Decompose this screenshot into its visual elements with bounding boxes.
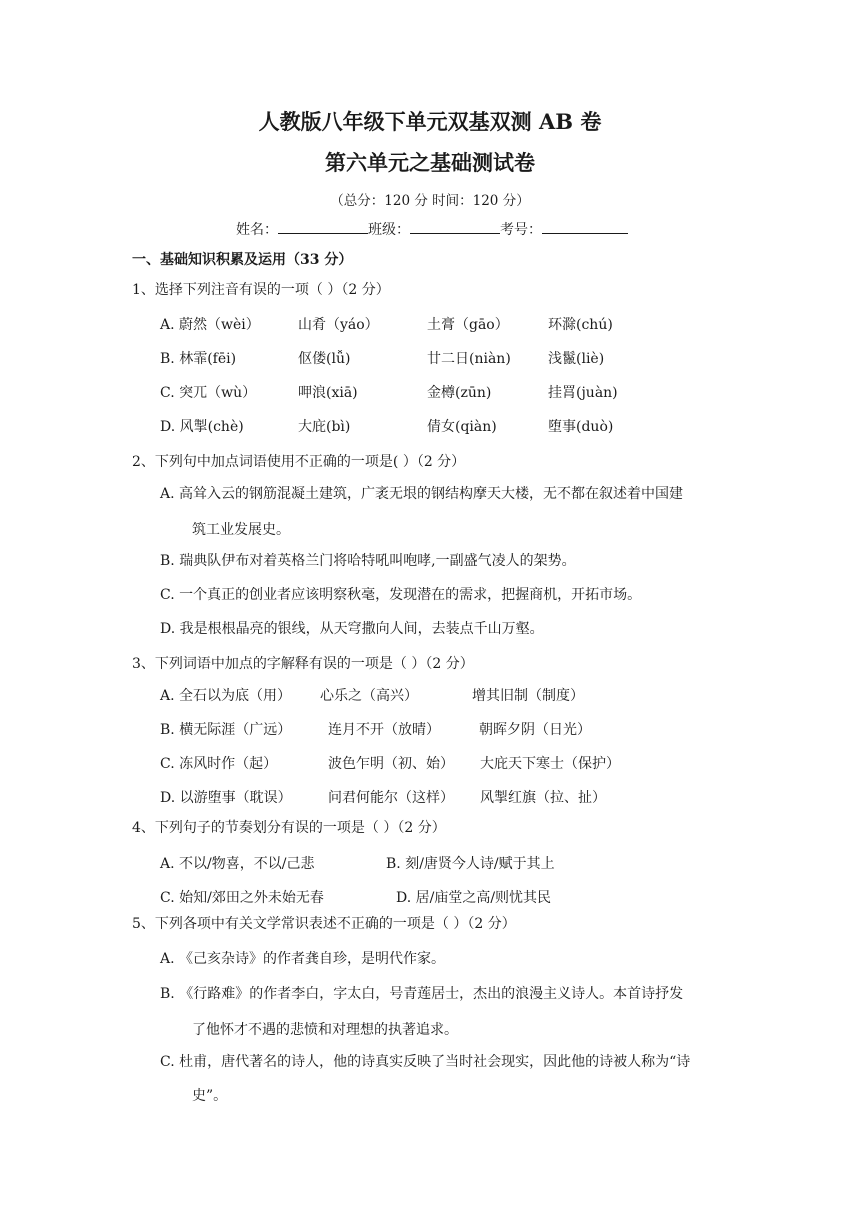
q4-option-b: B. 刻/唐贤今人诗/赋于其上: [386, 856, 555, 872]
q1-option-b-1: B. 林霏(fēi): [160, 351, 237, 367]
name-label: 姓名：: [236, 222, 278, 238]
q2-option-a: A. 高耸入云的钢筋混凝土建筑，广袤无垠的钢结构摩天大楼，无不都在叙述着中国建: [160, 486, 684, 502]
class-blank: [410, 232, 500, 234]
q5-option-c-cont: 史”。: [192, 1088, 228, 1104]
q1-option-a-1: A. 蔚然（wèi）: [160, 317, 260, 333]
q3-option-b-2: 连月不开（放晴）: [328, 722, 440, 738]
q2-option-d: D. 我是根根晶亮的银线，从天穹撒向人间，去装点千山万壑。: [160, 621, 544, 637]
q1-option-b-4: 浅鬣(liè): [548, 351, 605, 367]
score-time-info: （总分：120 分 时间：120 分）: [330, 193, 530, 209]
q5-option-b-cont: 了他怀才不遇的悲愤和对理想的执著追求。: [192, 1022, 458, 1038]
q5-option-a: A. 《己亥杂诗》的作者龚自珍，是明代作家。: [160, 951, 446, 967]
section-heading: 一、基础知识积累及运用（33 分）: [132, 252, 353, 268]
q3-option-b-1: B. 横无际涯（广远）: [160, 722, 292, 738]
q1-option-a-3: 土膏（gāo）: [427, 317, 509, 333]
student-info-row: [236, 219, 628, 239]
q1-option-d-3: 倩女(qiàn): [427, 419, 497, 435]
q3-option-d-2: 问君何能尔（这样）: [328, 790, 454, 806]
q5-option-c: C. 杜甫，唐代著名的诗人，他的诗真实反映了当时社会现实，因此他的诗被人称为“诗: [160, 1054, 691, 1070]
name-blank: [278, 232, 368, 234]
q3-option-c-1: C. 冻风时作（起）: [160, 756, 278, 772]
question-4-stem: 4、下列句子的节奏划分有误的一项是（ ）（2 分）: [132, 820, 446, 836]
q3-option-c-2: 波色乍明（初、始）: [328, 756, 454, 772]
q1-option-c-3: 金樽(zūn): [427, 385, 492, 401]
q1-option-d-4: 堕事(duò): [548, 419, 614, 435]
q4-option-c: C. 始知/郊田之外未始无春: [160, 890, 324, 906]
q2-option-c: C. 一个真正的创业者应该明察秋毫，发现潜在的需求，把握商机，开拓市场。: [160, 587, 642, 603]
q1-option-c-1: C. 突兀（wù）: [160, 385, 257, 401]
q3-option-a-3: 增其旧制（制度）: [472, 688, 584, 704]
q5-option-b: B. 《行路难》的作者李白，字太白，号青莲居士，杰出的浪漫主义诗人。本首诗抒发: [160, 986, 684, 1002]
q1-option-b-3: 廿二日(niàn): [427, 351, 511, 367]
q1-option-a-2: 山肴（yáo）: [298, 317, 379, 333]
exam-title: 人教版八年级下单元双基双测 AB 卷: [258, 109, 602, 134]
q1-option-c-2: 呷浪(xiā): [298, 385, 358, 401]
q3-option-a-1: A. 全石以为底（用）: [160, 688, 292, 704]
q3-option-d-3: 风掣红旗（拉、扯）: [480, 790, 606, 806]
question-3-stem: 3、下列词语中加点的字解释有误的一项是（ ）（2 分）: [132, 656, 474, 672]
q1-option-c-4: 挂罥(juàn): [548, 385, 618, 401]
q4-option-a: A. 不以/物喜，不以/己悲: [160, 856, 315, 872]
q3-option-b-3: 朝晖夕阴（日光）: [479, 722, 591, 738]
question-1-stem: 1、选择下列注音有误的一项（ ）（2 分）: [132, 282, 390, 298]
exam-subtitle: 第六单元之基础测试卷: [325, 150, 535, 175]
exam-number-label: 考号：: [500, 222, 542, 238]
q3-option-c-3: 大庇天下寒士（保护）: [480, 756, 620, 772]
q3-option-d-1: D. 以游堕事（耽误）: [160, 790, 292, 806]
q1-option-d-1: D. 风掣(chè): [160, 419, 244, 435]
q3-option-a-2: 心乐之（高兴）: [320, 688, 418, 704]
q1-option-b-2: 伛偻(lǚ): [298, 351, 351, 367]
q2-option-a-cont: 筑工业发展史。: [192, 522, 290, 538]
q4-option-d: D. 居/庙堂之高/则忧其民: [396, 890, 552, 906]
question-2-stem: 2、下列句中加点词语使用不正确的一项是( ）（2 分）: [132, 454, 466, 470]
class-label: 班级：: [368, 222, 410, 238]
q1-option-d-2: 大庇(bì): [298, 419, 351, 435]
exam-number-blank: [542, 232, 628, 234]
question-5-stem: 5、下列各项中有关文学常识表述不正确的一项是（ ）（2 分）: [132, 916, 516, 932]
q1-option-a-4: 环滁(chú): [548, 317, 613, 333]
q2-option-b: B. 瑞典队伊布对着英格兰门将哈特吼叫咆哮,一副盛气凌人的架势。: [160, 553, 576, 569]
